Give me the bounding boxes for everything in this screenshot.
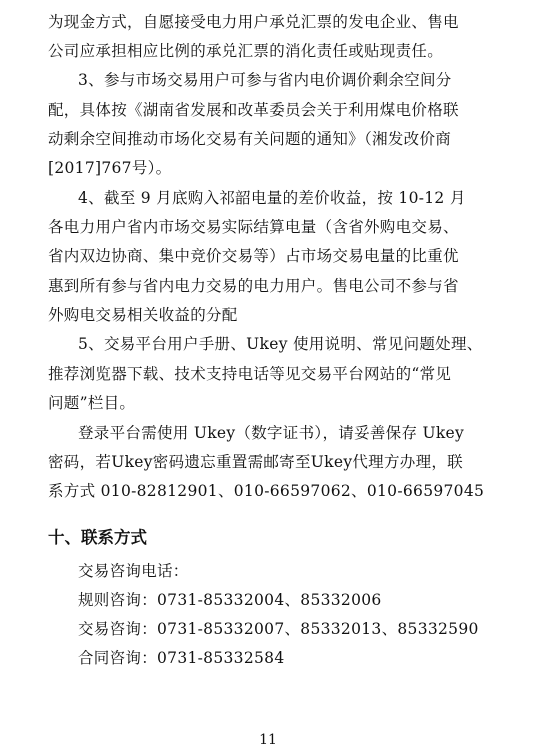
page-number: 11	[259, 732, 277, 748]
paragraph-line: 各电力用户省内市场交易实际结算电量（含省外购电交易、	[48, 218, 459, 236]
contact-intro: 交易咨询电话：	[78, 562, 189, 580]
paragraph-line: 为现金方式，自愿接受电力用户承兑汇票的发电企业、售电	[48, 13, 459, 31]
paragraph-line: [2017]767号）。	[48, 159, 172, 177]
contact-line-contract: 合同咨询：0731-85332584	[78, 649, 285, 667]
paragraph-line: 5、交易平台用户手册、Ukey 使用说明、常见问题处理、	[78, 335, 483, 353]
paragraph-line: 惠到所有参与省内电力交易的电力用户。售电公司不参与省	[48, 277, 459, 295]
contact-line-trading: 交易咨询：0731-85332007、85332013、85332590	[78, 620, 479, 638]
paragraph-line: 4、截至 9 月底购入祁韶电量的差价收益，按 10-12 月	[78, 189, 466, 207]
paragraph-line: 3、参与市场交易用户可参与省内电价调价剩余空间分	[78, 71, 452, 89]
paragraph-line: 公司应承担相应比例的承兑汇票的消化责任或贴现责任。	[48, 42, 444, 60]
paragraph-line: 密码，若Ukey密码遗忘重置需邮寄至Ukey代理方办理，联	[48, 453, 463, 471]
paragraph-line: 外购电交易相关收益的分配	[48, 306, 238, 324]
paragraph-line: 省内双边协商、集中竞价交易等）占市场交易电量的比重优	[48, 247, 459, 265]
contact-line-rules: 规则咨询：0731-85332004、85332006	[78, 591, 382, 609]
paragraph-line: 动剩余空间推动市场化交易有关问题的通知》（湘发改价商	[48, 130, 452, 148]
section-heading: 十、联系方式	[48, 528, 147, 547]
paragraph-line: 登录平台需使用 Ukey（数字证书），请妥善保存 Ukey	[78, 424, 465, 442]
paragraph-line: 推荐浏览器下载、技术支持电话等见交易平台网站的“常见	[48, 365, 452, 383]
paragraph-line: 系方式 010-82812901、010-66597062、010-66597045	[48, 482, 485, 500]
paragraph-line: 配，具体按《湖南省发展和改革委员会关于利用煤电价格联	[48, 101, 459, 119]
paragraph-line: 问题”栏目。	[48, 394, 136, 412]
